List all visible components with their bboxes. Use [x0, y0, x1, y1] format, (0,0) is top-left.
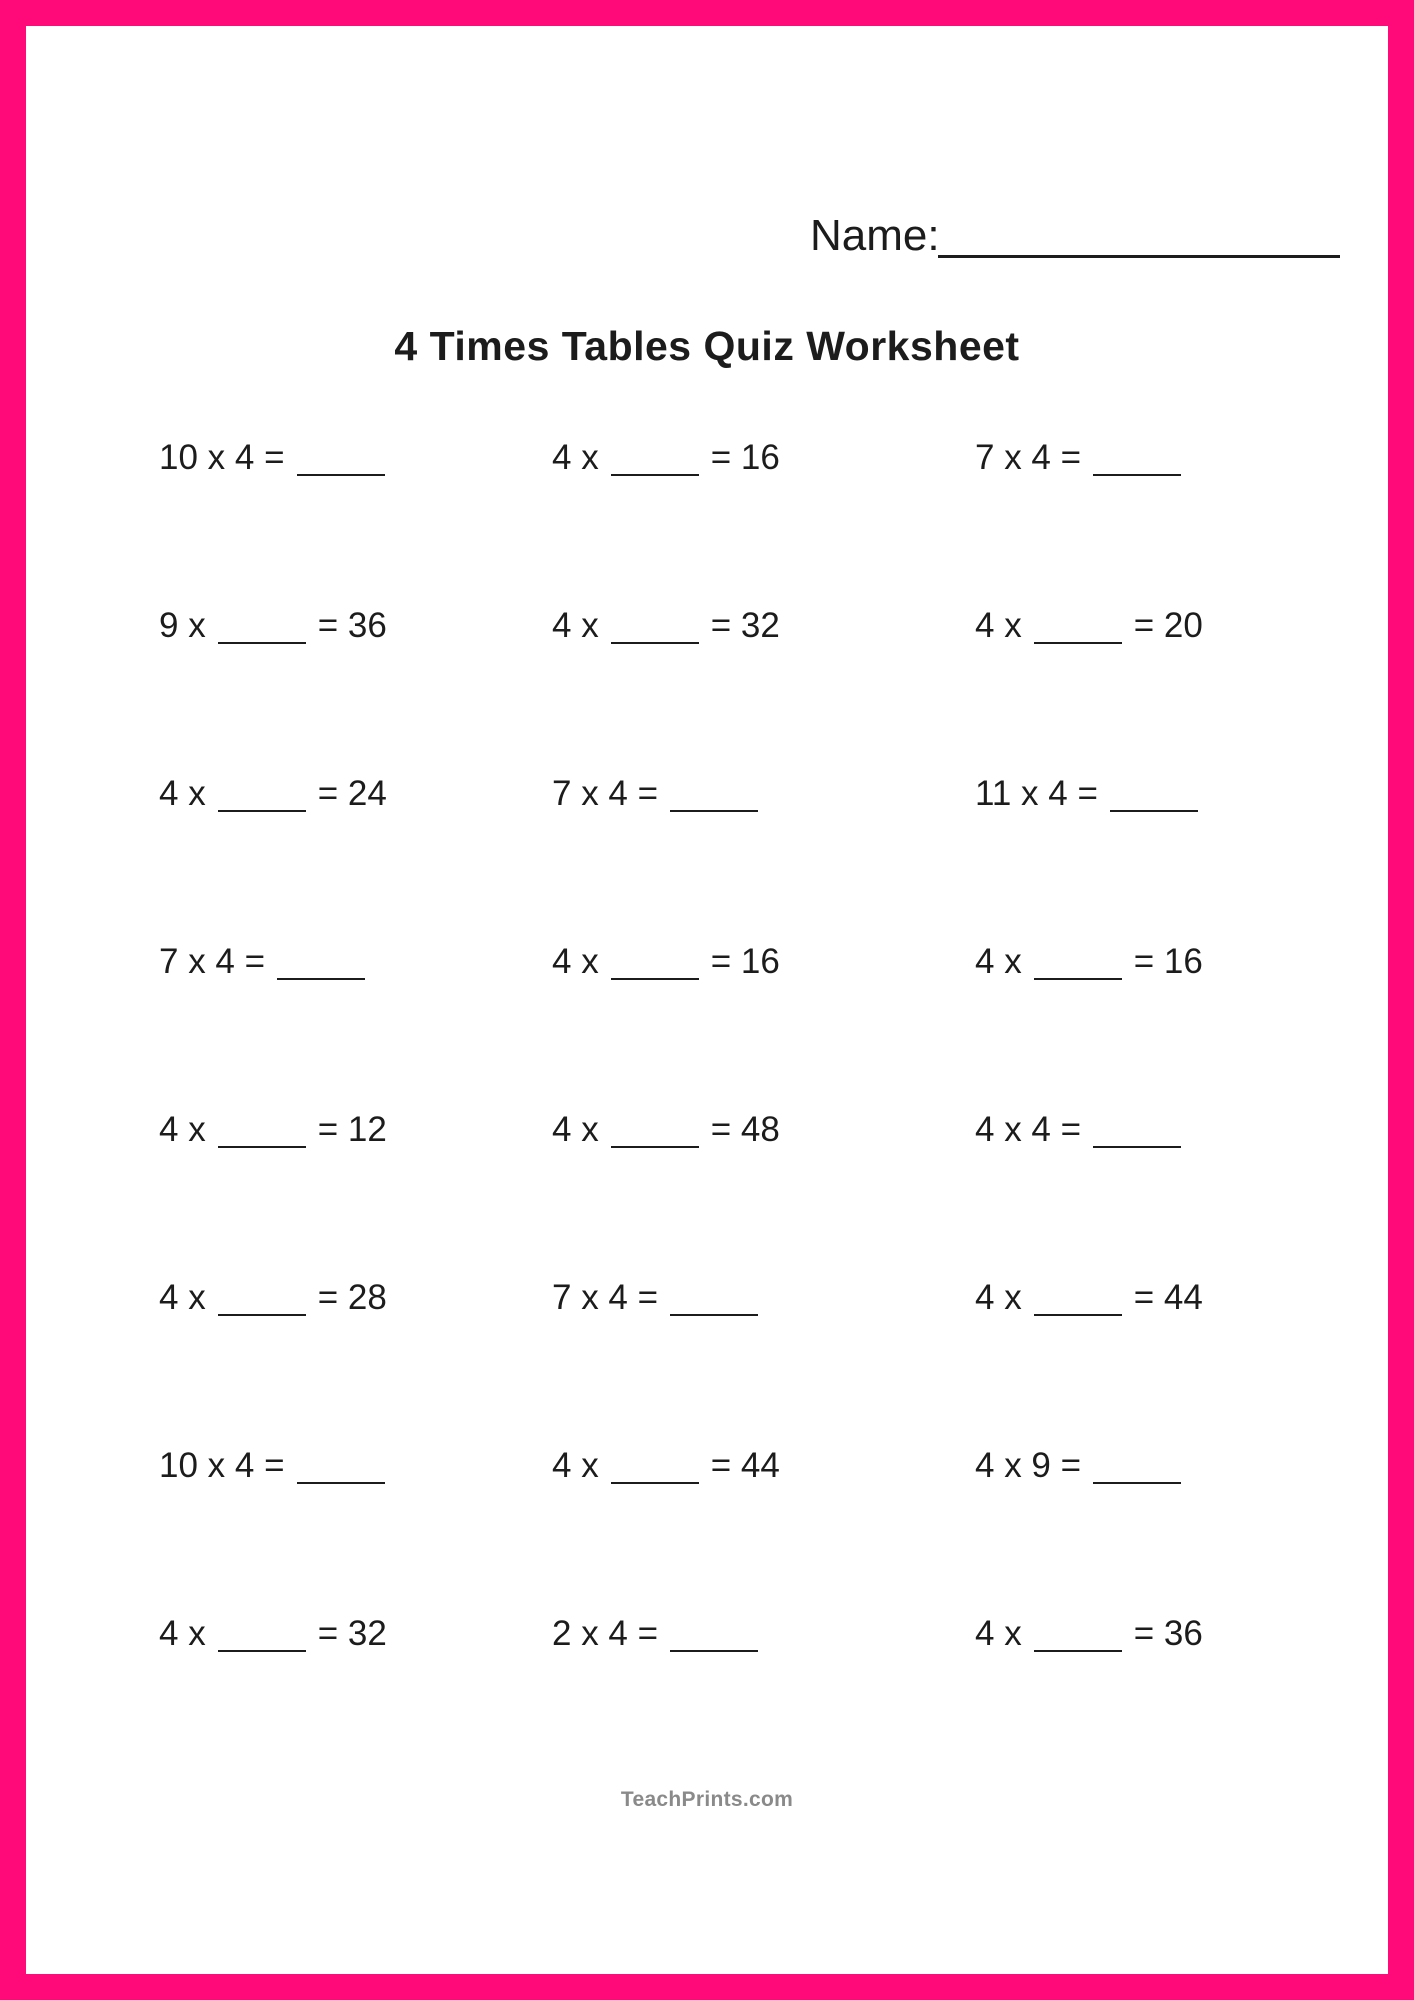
problem-right-text: = 12 [317, 1110, 387, 1149]
problem-right-text: = 28 [317, 1278, 387, 1317]
problem-right-text: = 44 [1133, 1278, 1203, 1317]
problem-left-text: 4 x [975, 606, 1022, 645]
answer-blank [277, 978, 365, 980]
math-problem [975, 1276, 1203, 1320]
worksheet-page [26, 26, 1388, 1974]
math-problem [159, 1612, 387, 1656]
answer-blank [1110, 810, 1198, 812]
math-problem [552, 1276, 770, 1320]
math-problem [159, 436, 397, 480]
answer-blank [611, 1482, 699, 1484]
problem-left-text: 4 x [552, 438, 599, 477]
answer-blank [1034, 1650, 1122, 1652]
problem-left-text: 7 x 4 = [552, 1278, 659, 1317]
math-problem [552, 1612, 770, 1656]
answer-blank [218, 810, 306, 812]
problem-right-text: = 36 [1133, 1614, 1203, 1653]
math-problem [975, 436, 1193, 480]
problem-left-text: 4 x [552, 1110, 599, 1149]
problem-left-text: 2 x 4 = [552, 1614, 659, 1653]
answer-blank [611, 642, 699, 644]
answer-blank [218, 642, 306, 644]
answer-blank [1093, 1482, 1181, 1484]
name-label: Name: [810, 211, 940, 260]
answer-blank [218, 1650, 306, 1652]
math-problem [552, 604, 780, 648]
math-problem [159, 1444, 397, 1488]
answer-blank [611, 978, 699, 980]
worksheet-title: 4 Times Tables Quiz Worksheet [394, 323, 1020, 369]
math-problem [975, 1612, 1203, 1656]
problem-left-text: 4 x [159, 1278, 206, 1317]
math-problem [975, 1108, 1193, 1152]
math-problem [159, 772, 387, 816]
problem-grid [26, 26, 1388, 1974]
math-problem [159, 604, 387, 648]
problem-left-text: 7 x 4 = [552, 774, 659, 813]
answer-blank [218, 1146, 306, 1148]
math-problem [159, 1276, 387, 1320]
math-problem [159, 1108, 387, 1152]
math-problem [552, 436, 780, 480]
problem-right-text: = 48 [710, 1110, 780, 1149]
answer-blank [1034, 978, 1122, 980]
problem-left-text: 4 x [159, 1110, 206, 1149]
problem-left-text: 4 x [552, 1446, 599, 1485]
problem-left-text: 9 x [159, 606, 206, 645]
problem-right-text: = 16 [1133, 942, 1203, 981]
answer-blank [1034, 1314, 1122, 1316]
math-problem [159, 940, 377, 984]
problem-left-text: 4 x [975, 1278, 1022, 1317]
answer-blank [670, 1314, 758, 1316]
problem-left-text: 4 x [975, 1614, 1022, 1653]
problem-right-text: = 24 [317, 774, 387, 813]
math-problem [552, 772, 770, 816]
answer-blank [1093, 1146, 1181, 1148]
problem-left-text: 10 x 4 = [159, 1446, 285, 1485]
math-problem [552, 1108, 780, 1152]
answer-blank [297, 474, 385, 476]
problem-right-text: = 16 [710, 942, 780, 981]
problem-left-text: 4 x 4 = [975, 1110, 1082, 1149]
answer-blank [1093, 474, 1181, 476]
math-problem [975, 940, 1203, 984]
answer-blank [1034, 642, 1122, 644]
math-problem [552, 1444, 780, 1488]
answer-blank [670, 810, 758, 812]
answer-blank [670, 1650, 758, 1652]
problem-left-text: 4 x [975, 942, 1022, 981]
problem-right-text: = 16 [710, 438, 780, 477]
problem-left-text: 4 x [159, 774, 206, 813]
problem-left-text: 10 x 4 = [159, 438, 285, 477]
math-problem [975, 772, 1210, 816]
footer-site-label: TeachPrints.com [620, 1788, 794, 1811]
answer-blank [611, 1146, 699, 1148]
problem-right-text: = 36 [317, 606, 387, 645]
problem-right-text: = 44 [710, 1446, 780, 1485]
problem-left-text: 4 x [159, 1614, 206, 1653]
problem-left-text: 4 x [552, 942, 599, 981]
answer-blank [611, 474, 699, 476]
problem-left-text: 11 x 4 = [975, 774, 1098, 813]
problem-left-text: 4 x 9 = [975, 1446, 1082, 1485]
problem-right-text: = 32 [710, 606, 780, 645]
problem-right-text: = 32 [317, 1614, 387, 1653]
problem-left-text: 7 x 4 = [159, 942, 266, 981]
problem-right-text: = 20 [1133, 606, 1203, 645]
problem-left-text: 7 x 4 = [975, 438, 1082, 477]
math-problem [975, 604, 1203, 648]
answer-blank [218, 1314, 306, 1316]
problem-left-text: 4 x [552, 606, 599, 645]
answer-blank [297, 1482, 385, 1484]
math-problem [975, 1444, 1193, 1488]
math-problem [552, 940, 780, 984]
